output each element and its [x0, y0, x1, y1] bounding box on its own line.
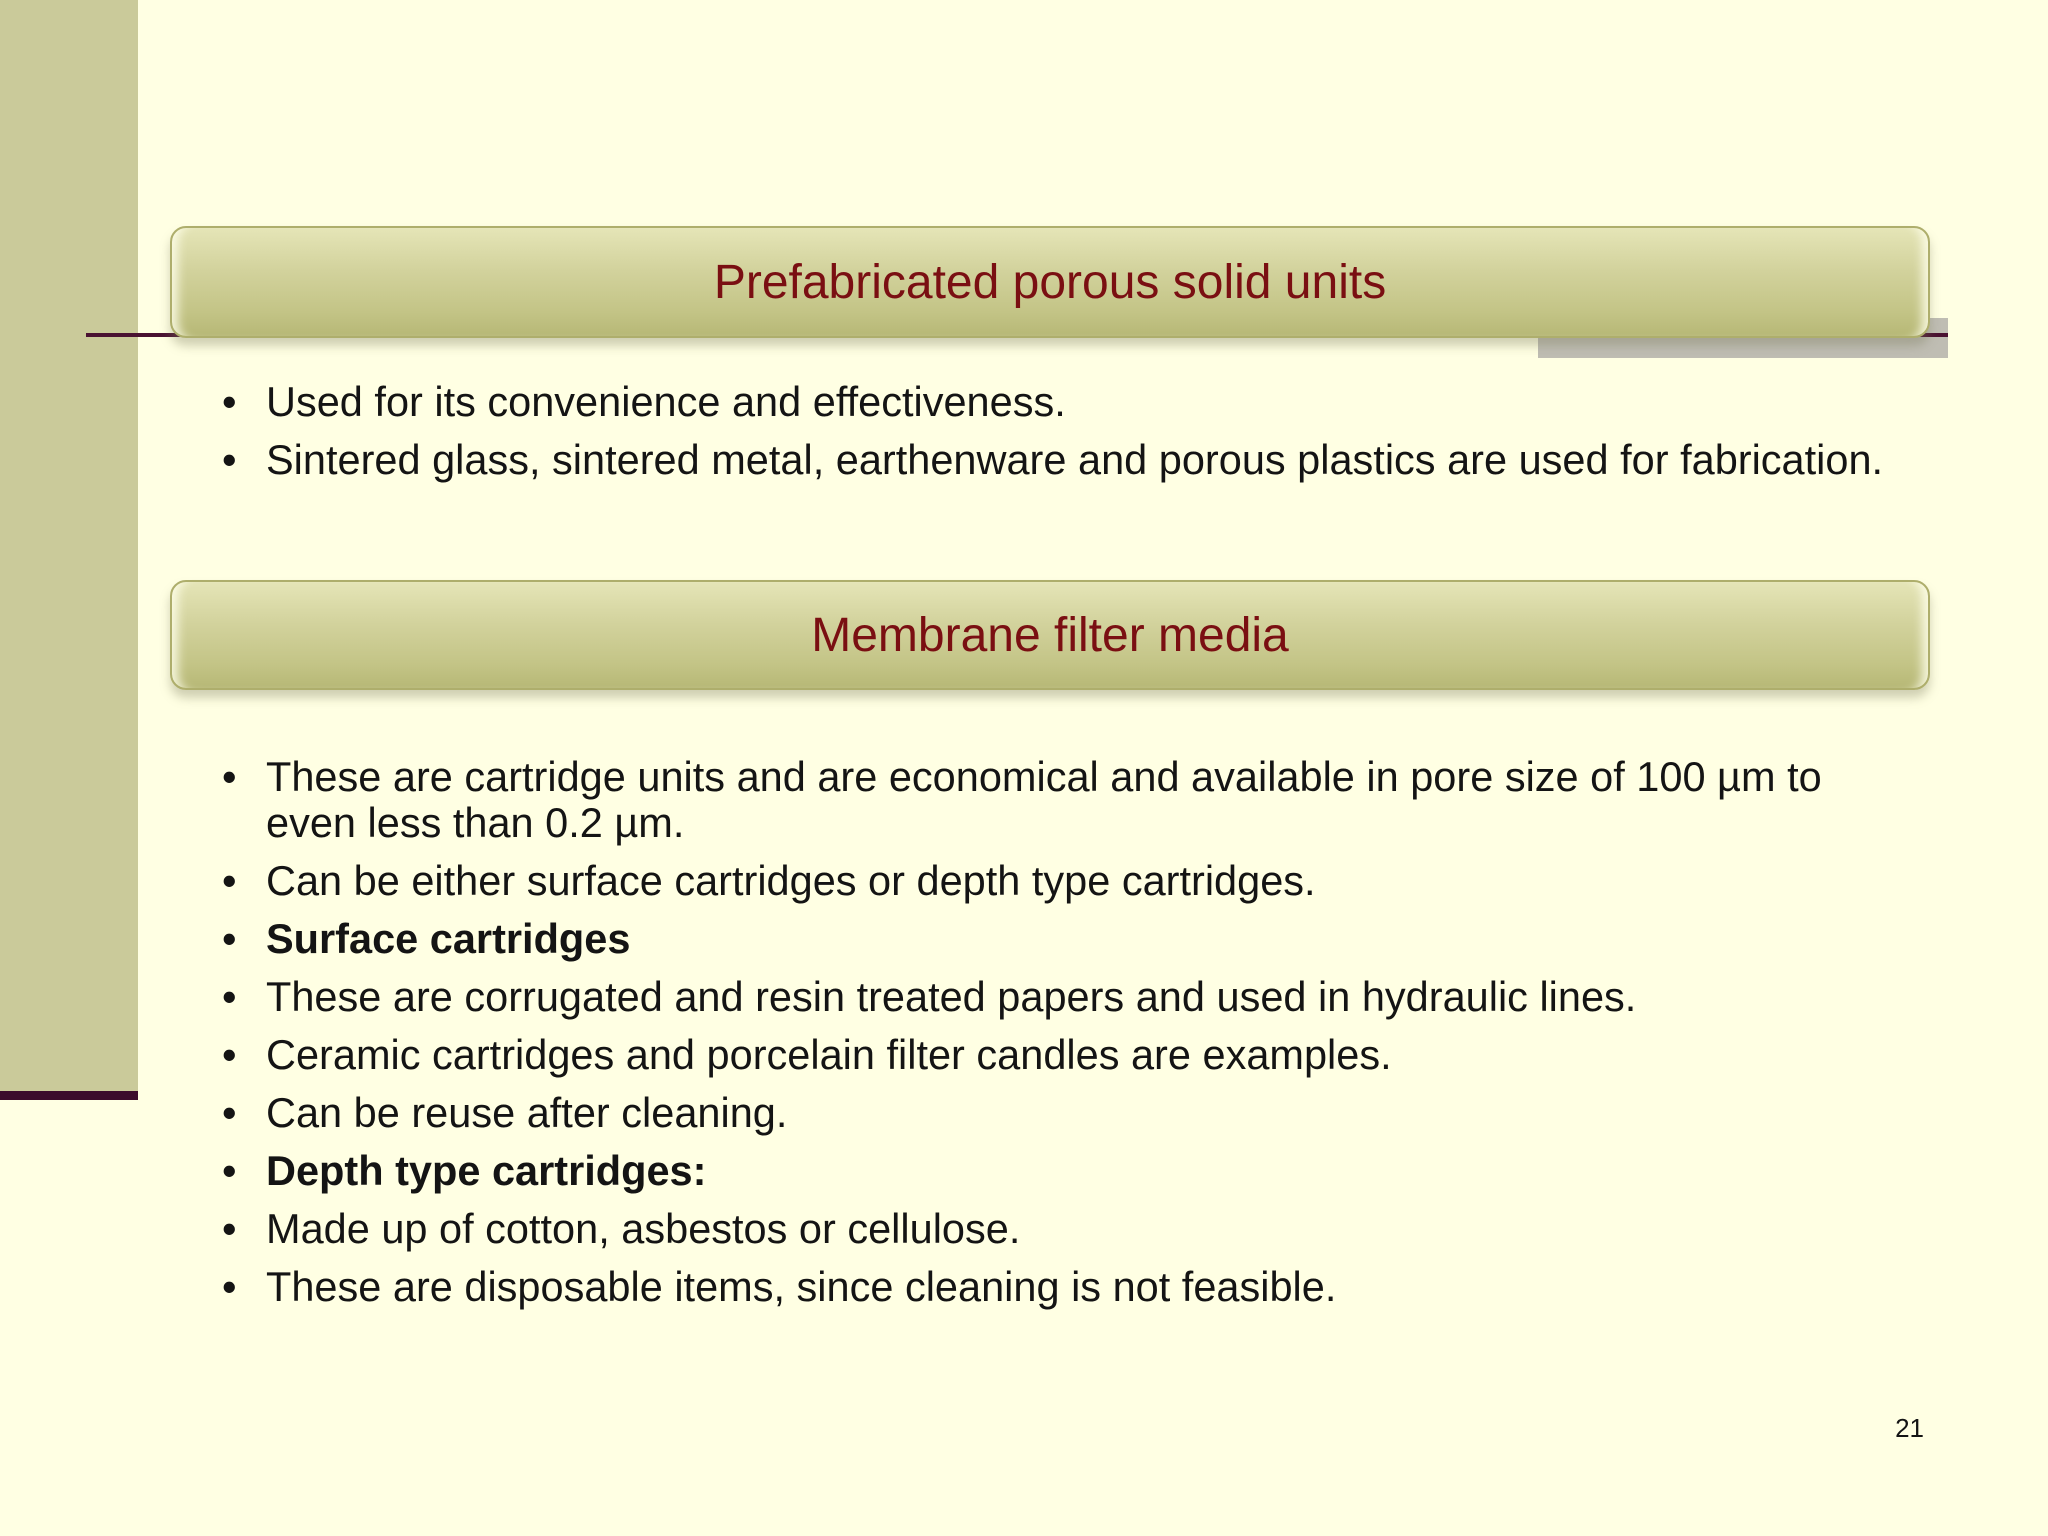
list-item-text: Made up of cotton, asbestos or cellulose. [266, 1205, 1021, 1252]
list-item [222, 974, 1902, 1020]
list-item [222, 858, 1902, 904]
list-item [222, 754, 1902, 846]
section-heading-text: Prefabricated porous solid units [713, 255, 1387, 309]
bullet-list-prefabricated [222, 379, 1902, 483]
list-item [222, 1206, 1902, 1252]
section-heading-prefabricated [170, 226, 1930, 338]
list-item [222, 379, 1902, 425]
page-number: 21 [1895, 1413, 1924, 1443]
list-item [222, 1264, 1902, 1310]
bullet-glyph: • [222, 1205, 237, 1252]
bullet-glyph: • [222, 1147, 237, 1194]
list-item [222, 1032, 1902, 1078]
section-heading-text: Membrane filter media [811, 608, 1289, 662]
list-item-text: Can be reuse after cleaning. [266, 1089, 788, 1136]
bullet-glyph: • [222, 915, 237, 962]
list-item [222, 1148, 1902, 1194]
bullet-glyph: • [222, 1263, 237, 1310]
bullet-list-membrane [222, 754, 1902, 1310]
list-item-text: These are corrugated and resin treated papers and used in hydraulic lines. [266, 973, 1637, 1020]
list-item-text: Surface cartridges [266, 915, 631, 962]
bullet-glyph: • [222, 378, 237, 425]
list-item [222, 916, 1902, 962]
list-item-text: Can be either surface cartridges or depth type cartridges. [266, 857, 1316, 904]
bullet-glyph: • [222, 857, 237, 904]
bullet-glyph: • [222, 753, 237, 800]
list-item-text: Used for its convenience and effectiveness. [266, 378, 1066, 425]
section-heading-membrane [170, 580, 1930, 690]
list-item [222, 1090, 1902, 1136]
list-item-text: These are disposable items, since cleaning is not feasible. [266, 1263, 1337, 1310]
list-item-text: Depth type cartridges: [266, 1147, 707, 1194]
left-bar-rule [0, 1091, 138, 1100]
bullet-glyph: • [222, 436, 237, 483]
list-item-text: Ceramic cartridges and porcelain filter candles are examples. [266, 1031, 1392, 1078]
bullet-glyph: • [222, 1031, 237, 1078]
bullet-glyph: • [222, 1089, 237, 1136]
list-item-text: Sintered glass, sintered metal, earthenware and porous plastics are used for fabrication. [266, 436, 1884, 483]
left-decorative-bar [0, 0, 138, 1091]
bullet-glyph: • [222, 973, 237, 1020]
list-item-text: These are cartridge units and are economical and available in pore size of 100 µm to even less than 0.2 µm. [266, 753, 1822, 846]
list-item [222, 437, 1902, 483]
